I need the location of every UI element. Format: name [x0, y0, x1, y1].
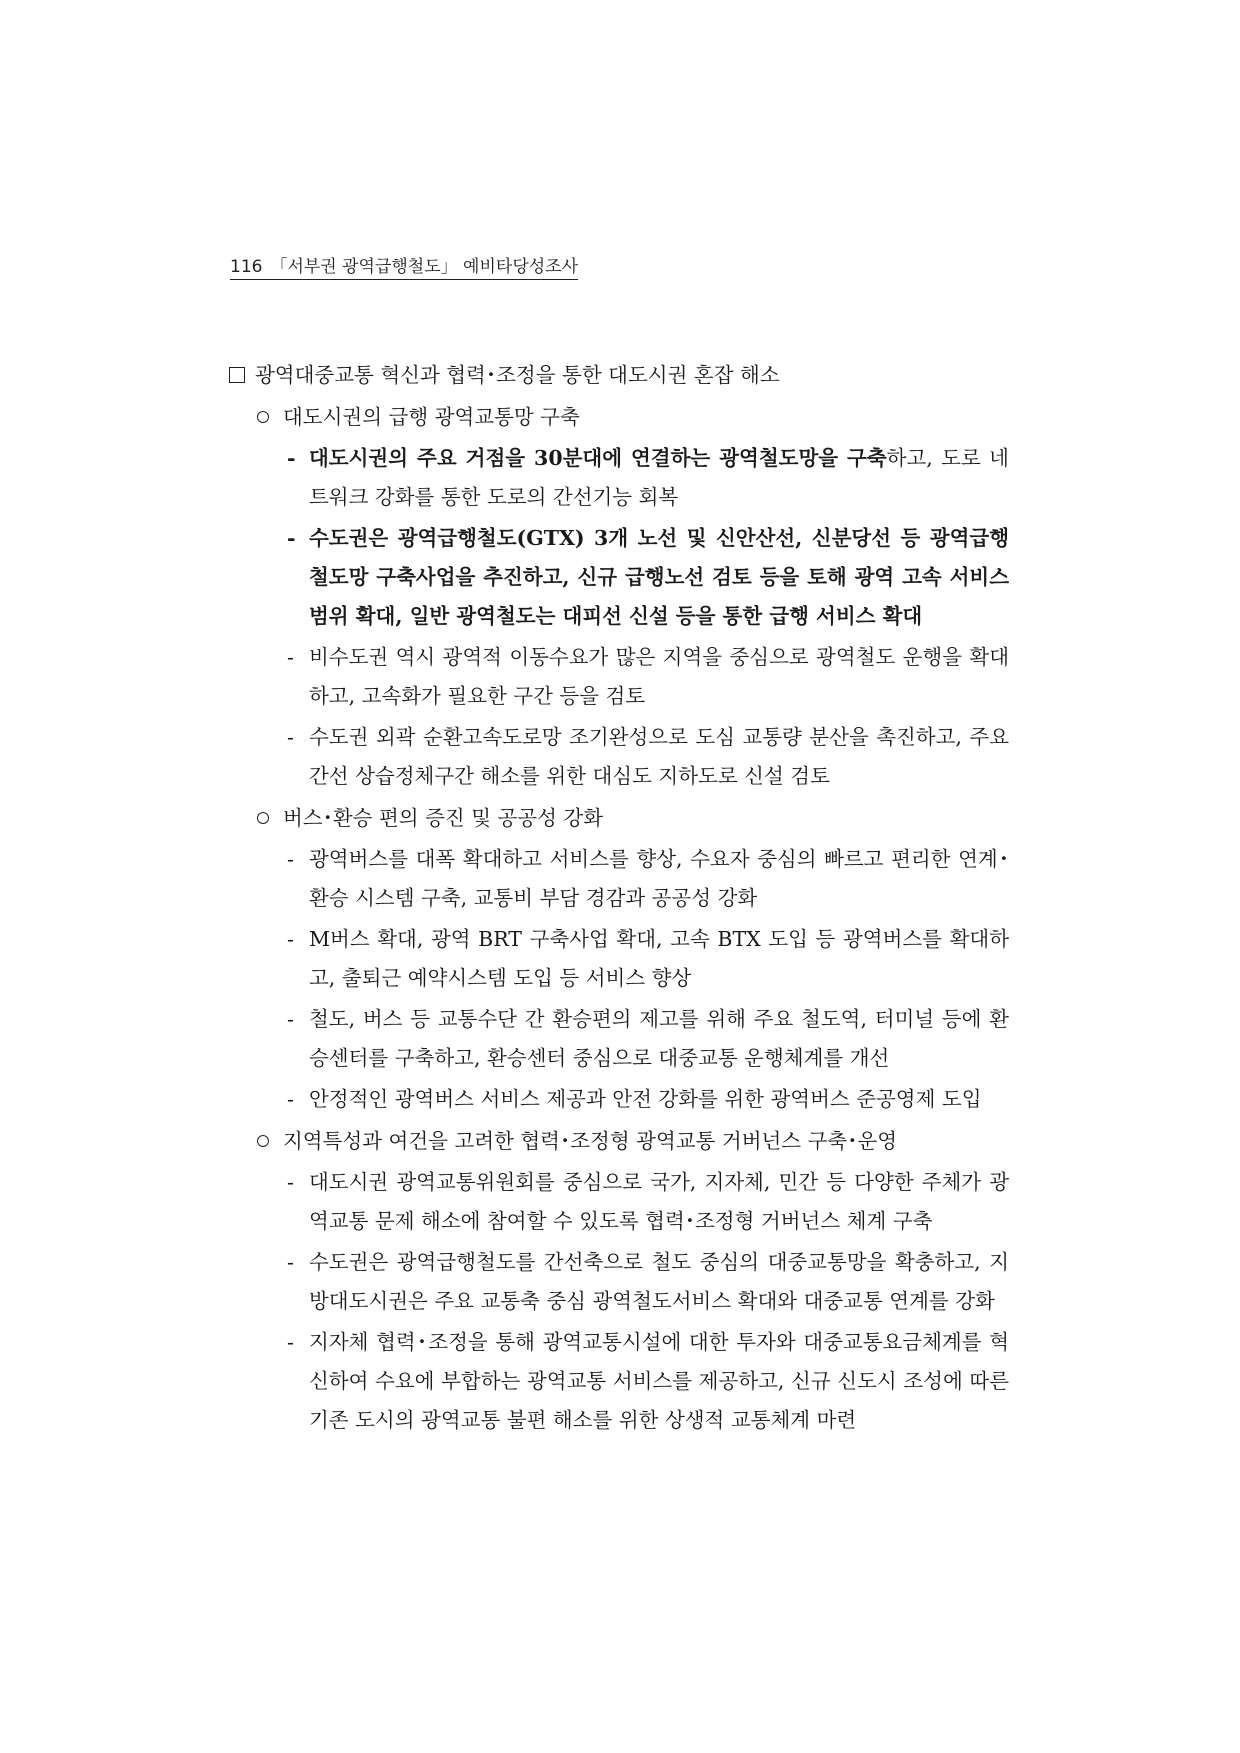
subsection-heading	[229, 397, 1009, 437]
list-item-text	[309, 1080, 1009, 1119]
list-item-text	[309, 718, 1009, 796]
plain-text: 광역버스를 대폭 확대하고 서비스를 향상, 수요자 중심의 빠르고 편리한 연계･환승 시스템 구축, 교통비 부담 경감과 공공성 강화	[309, 847, 1009, 910]
dash-bullet: -	[287, 1170, 294, 1194]
list-item	[229, 840, 1009, 918]
subsection-heading	[229, 798, 1009, 838]
list-item-text	[309, 1000, 1009, 1078]
circle-bullet-icon	[257, 1135, 269, 1147]
dash-bullet: -	[287, 725, 294, 749]
circle-bullet-icon	[257, 411, 269, 423]
list-item-text	[309, 1163, 1009, 1241]
list-item	[229, 1163, 1009, 1241]
dash-bullet: -	[287, 1007, 294, 1031]
section-heading	[229, 355, 1009, 395]
document-title: 「서부권 광역급행철도」 예비타당성조사	[270, 257, 579, 277]
list-item-text	[309, 439, 1009, 517]
list-item	[229, 519, 1009, 636]
dash-bullet: -	[287, 526, 296, 550]
list-item-text	[309, 920, 1009, 998]
subsection-title: 대도시권의 급행 광역교통망 구축	[283, 405, 580, 429]
plain-text: 지자체 협력･조정을 통해 광역교통시설에 대한 투자와 대중교통요금체계를 혁신하여 수요에 부합하는 광역교통 서비스를 제공하고, 신규 신도시 조성에 따른 기존 도시의 광역교통 불편 해소를 위한 상생적 교통체계 마련	[309, 1330, 1009, 1432]
square-bullet-icon	[229, 367, 245, 383]
main-content	[229, 355, 1009, 1440]
list-item	[229, 1243, 1009, 1321]
plain-text: M버스 확대, 광역 BRT 구축사업 확대, 고속 BTX 도입 등 광역버스를 확대하고, 출퇴근 예약시스템 도입 등 서비스 향상	[309, 927, 1009, 990]
list-item-text	[309, 519, 1009, 636]
bold-text: 수도권은 광역급행철도(GTX) 3개 노선 및 신안산선, 신분당선 등 광역급행철도망 구축사업을 추진하고, 신규 급행노선 검토 등을 토해 광역 고속 서비스 범위 확대, 일반 광역철도는 대피선 신설 등을 통한 급행 서비스 확대	[309, 526, 1009, 628]
list-item	[229, 718, 1009, 796]
list-item-text	[309, 638, 1009, 716]
dash-bullet: -	[287, 847, 294, 871]
list-item	[229, 638, 1009, 716]
list-item	[229, 1080, 1009, 1119]
section-title: 광역대중교통 혁신과 협력･조정을 통한 대도시권 혼잡 해소	[255, 363, 780, 387]
list-item	[229, 1000, 1009, 1078]
plain-text: 안정적인 광역버스 서비스 제공과 안전 강화를 위한 광역버스 준공영제 도입	[309, 1087, 982, 1111]
subsection-title: 지역특성과 여건을 고려한 협력･조정형 광역교통 거버넌스 구축･운영	[283, 1129, 898, 1153]
dash-bullet: -	[287, 1087, 294, 1111]
plain-text: 비수도권 역시 광역적 이동수요가 많은 지역을 중심으로 광역철도 운행을 확대하고, 고속화가 필요한 구간 등을 검토	[309, 645, 1009, 708]
plain-text: 대도시권 광역교통위원회를 중심으로 국가, 지자체, 민간 등 다양한 주체가 광역교통 문제 해소에 참여할 수 있도록 협력･조정형 거버넌스 체계 구축	[309, 1170, 1009, 1233]
dash-bullet: -	[287, 1330, 294, 1354]
plain-text: 철도, 버스 등 교통수단 간 환승편의 제고를 위해 주요 철도역, 터미널 등에 환승센터를 구축하고, 환승센터 중심으로 대중교통 운행체계를 개선	[309, 1007, 1009, 1070]
dash-bullet: -	[287, 446, 296, 470]
subsection-title: 버스･환승 편의 증진 및 공공성 강화	[283, 806, 604, 830]
list-item-text	[309, 1243, 1009, 1321]
plain-text: 수도권은 광역급행철도를 간선축으로 철도 중심의 대중교통망을 확충하고, 지방대도시권은 주요 교통축 중심 광역철도서비스 확대와 대중교통 연계를 강화	[309, 1250, 1009, 1313]
page-header	[230, 252, 578, 280]
plain-text: 수도권 외곽 순환고속도로망 조기완성으로 도심 교통량 분산을 촉진하고, 주요 간선 상습정체구간 해소를 위한 대심도 지하도로 신설 검토	[309, 725, 1009, 788]
list-item	[229, 1323, 1009, 1440]
subsection-heading	[229, 1121, 1009, 1161]
dash-bullet: -	[287, 1250, 294, 1274]
dash-bullet: -	[287, 927, 294, 951]
list-item	[229, 920, 1009, 998]
plain-text: 하고, 도로 네트워크 강화를 통한 도로의 간선기능 회복	[309, 446, 1009, 509]
list-item-text	[309, 1323, 1009, 1440]
list-item	[229, 439, 1009, 517]
circle-bullet-icon	[257, 812, 269, 824]
list-item-text	[309, 840, 1009, 918]
bold-text: 대도시권의 주요 거점을 30분대에 연결하는 광역철도망을 구축	[309, 446, 887, 470]
page-number: 116	[230, 257, 263, 277]
dash-bullet: -	[287, 645, 294, 669]
